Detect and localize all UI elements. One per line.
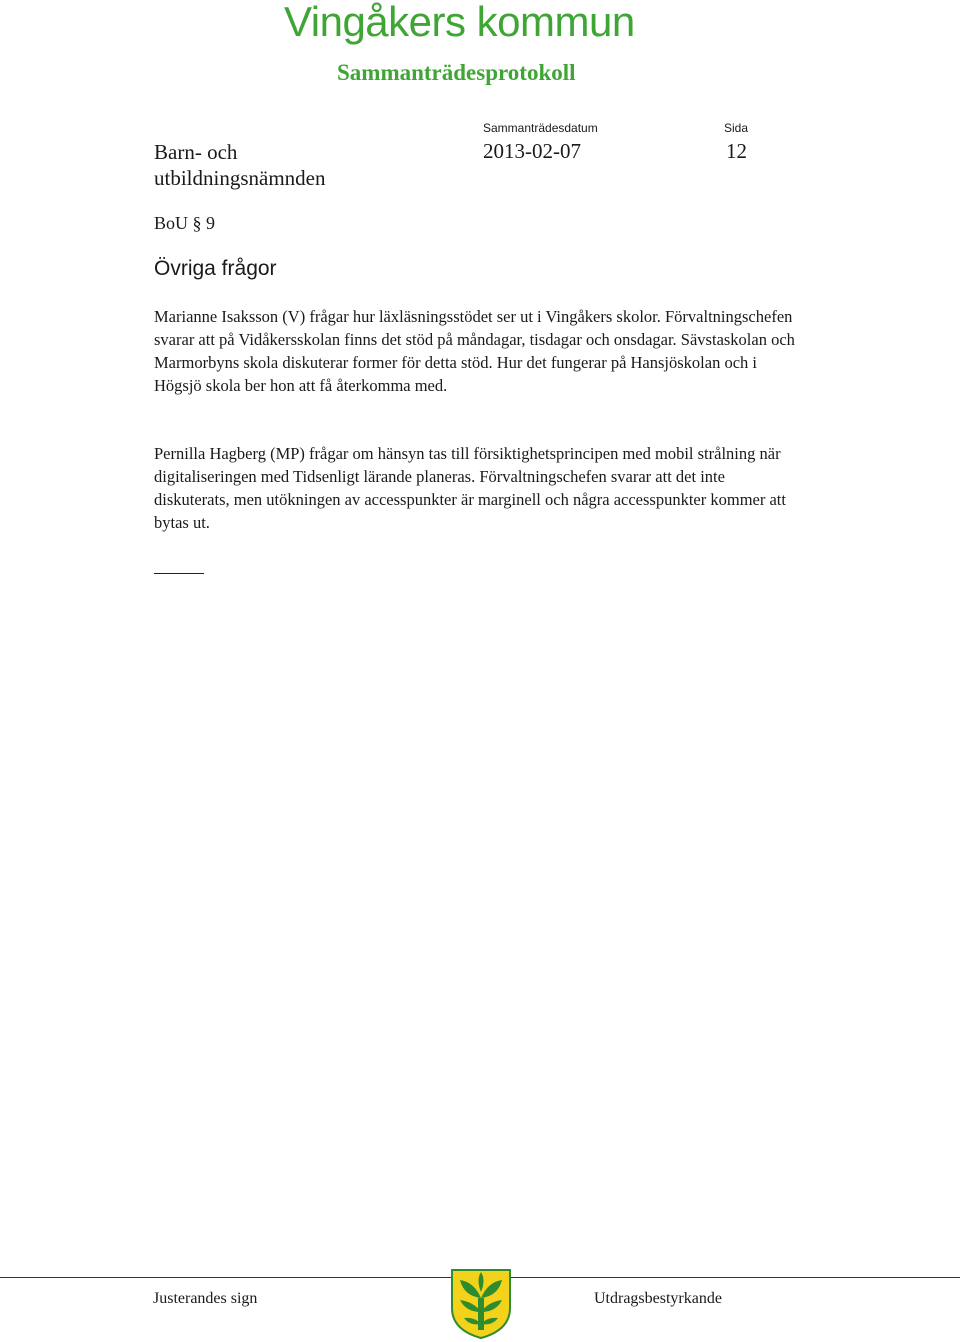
meeting-date-value: 2013-02-07 (483, 139, 581, 163)
body-paragraph-1: Marianne Isaksson (V) frågar hur läxläsningsstödet ser ut i Vingåkers skolor. Förvaltningschefen svarar att på Vidåkersskolan finns det stöd på måndagar, tisdagar och onsdagar. Sävstaskolan och Marmorbyns skola diskuterar former för detta stöd. Hur det fungerar på Hansjöskolan och i Högsjö skola ber hon att få återkomma med. (154, 307, 795, 395)
committee-line-2: utbildningsnämnden (154, 166, 326, 190)
committee-line-1: Barn- och (154, 140, 238, 164)
certification-label: Utdragsbestyrkande (594, 1290, 722, 1307)
section-end-rule (154, 573, 204, 574)
page-number: 12 (726, 139, 747, 163)
signature-label: Justerandes sign (153, 1290, 258, 1307)
body-paragraph-2: Pernilla Hagberg (MP) frågar om hänsyn tas till försiktighetsprincipen med mobil strålning när digitaliseringen med Tidsenligt lärande planeras. Förvaltningschefen svarar att det inte diskuterats, men utökningen av accesspunkter är marginell och några accesspunkter kommer att bytas ut. (154, 444, 786, 532)
document-type: Sammanträdesprotokoll (337, 60, 576, 85)
meeting-date-label: Sammanträdesdatum (483, 121, 598, 135)
municipal-crest-icon (450, 1268, 512, 1340)
municipality-name: Vingåkers kommun (284, 0, 635, 45)
section-title: Övriga frågor (154, 257, 277, 280)
page-label: Sida (724, 121, 749, 135)
paragraph-reference: BoU § 9 (154, 213, 216, 233)
committee-name (154, 139, 454, 191)
